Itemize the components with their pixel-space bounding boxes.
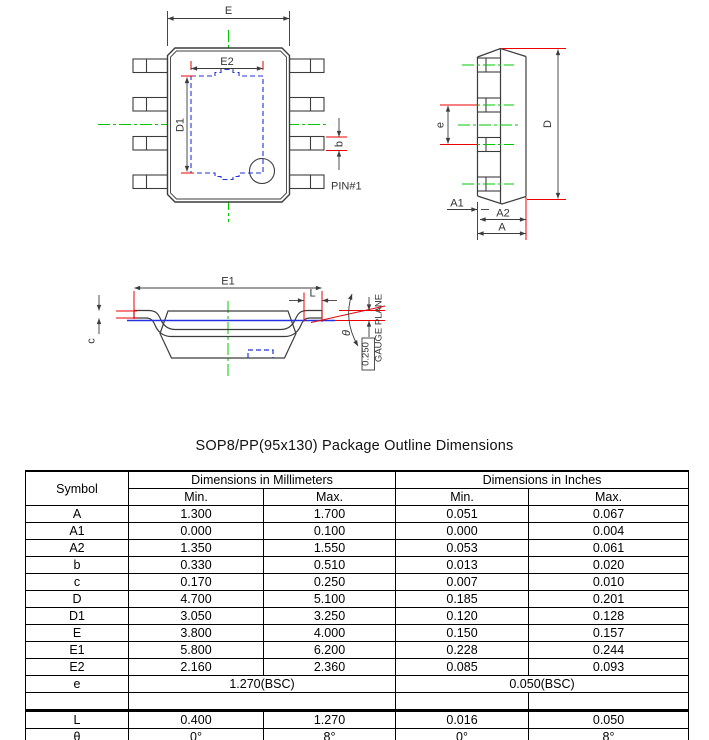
table-cell: 0.085: [396, 659, 529, 676]
col-header-symbol: Symbol: [26, 471, 129, 506]
dim-label-c: c: [85, 338, 98, 344]
table-cell: 0.000: [129, 523, 264, 540]
dim-label-E2: E2: [220, 56, 234, 68]
symbol-cell: e: [26, 676, 129, 693]
header-row-groups: [26, 471, 689, 489]
table-row: [26, 608, 689, 625]
table-cell: 0.051: [396, 506, 529, 523]
table-cell: 1.350: [129, 540, 264, 557]
table-cell: 0.061: [529, 540, 689, 557]
table-cell: 0.250: [264, 574, 396, 591]
symbol-cell: θ: [26, 729, 129, 740]
col-header-inch: Dimensions in Inches: [396, 471, 689, 489]
table-cell: 4.700: [129, 591, 264, 608]
dim-label-D1: D1: [174, 117, 187, 133]
table-cell: [129, 693, 396, 711]
table-cell: 1.270(BSC): [129, 676, 396, 693]
side-centerlines: [458, 65, 518, 184]
table-row: [26, 729, 689, 740]
table-cell: 2.160: [129, 659, 264, 676]
dim-c: [86, 295, 138, 344]
table-row: [26, 574, 689, 591]
table-cell: 0.128: [529, 608, 689, 625]
table-cell: 0°: [396, 729, 529, 740]
symbol-cell: A2: [26, 540, 129, 557]
symbol-cell: b: [26, 557, 129, 574]
gauge-plane-label: GAUGE PLANE: [373, 293, 385, 363]
top-view: [98, 5, 362, 222]
table-cell: 0.007: [396, 574, 529, 591]
dim-e: [435, 105, 478, 145]
pins-left: [133, 59, 168, 189]
table-cell: 0.120: [396, 608, 529, 625]
table-cell: 0.067: [529, 506, 689, 523]
table-cell: 0.093: [529, 659, 689, 676]
pins-right: [290, 59, 325, 189]
table-row: [26, 659, 689, 676]
symbol-cell: E1: [26, 642, 129, 659]
table-cell: 0°: [129, 729, 264, 740]
table-cell: 6.200: [264, 642, 396, 659]
col-header-mm-max: Max.: [264, 489, 396, 506]
col-header-in-max: Max.: [529, 489, 689, 506]
table-cell: 1.700: [264, 506, 396, 523]
table-cell: 0.004: [529, 523, 689, 540]
dim-b: [326, 118, 347, 170]
dim-label-E: E: [224, 5, 233, 17]
gauge-offset-label: 0.250: [360, 342, 372, 366]
table-cell: 0.201: [529, 591, 689, 608]
page-title: SOP8/PP(95x130) Package Outline Dimensions: [195, 438, 514, 454]
table-cell: 0.228: [396, 642, 529, 659]
dim-D: [502, 49, 566, 200]
table-cell: 3.250: [264, 608, 396, 625]
table-cell: 0.020: [529, 557, 689, 574]
table-cell: 1.300: [129, 506, 264, 523]
table-cell: 0.050(BSC): [396, 676, 689, 693]
table-row: [26, 676, 689, 693]
col-header-mm: Dimensions in Millimeters: [129, 471, 396, 489]
table-cell: 0.100: [264, 523, 396, 540]
table-cell: 0.330: [129, 557, 264, 574]
dimension-table: [25, 470, 689, 740]
table-cell: 5.100: [264, 591, 396, 608]
dim-label-b: b: [333, 140, 346, 148]
table-cell: 4.000: [264, 625, 396, 642]
table-cell: 0.050: [529, 711, 689, 729]
symbol-cell: c: [26, 574, 129, 591]
table-row: [26, 711, 689, 729]
table-cell: 0.400: [129, 711, 264, 729]
table-row: [26, 557, 689, 574]
table-cell: 0.000: [396, 523, 529, 540]
symbol-cell: [26, 693, 129, 711]
table-cell: 0.010: [529, 574, 689, 591]
table-cell: 2.360: [264, 659, 396, 676]
dim-label-E1: E1: [221, 275, 235, 288]
dim-label-A1: A1: [450, 197, 464, 210]
dim-label-L: L: [309, 287, 316, 300]
table-cell: 0.244: [529, 642, 689, 659]
table-cell: 3.050: [129, 608, 264, 625]
dim-label-A: A: [498, 221, 506, 234]
table-cell: 0.013: [396, 557, 529, 574]
dim-A-group: [447, 197, 526, 240]
table-cell: [396, 693, 529, 711]
table-cell: 1.270: [264, 711, 396, 729]
table-row: [26, 625, 689, 642]
symbol-cell: L: [26, 711, 129, 729]
front-pad-mark: [248, 350, 273, 358]
symbol-cell: D1: [26, 608, 129, 625]
table-row: [26, 693, 689, 711]
dim-label-A2: A2: [496, 207, 510, 220]
dim-label-theta: θ: [341, 330, 353, 336]
dim-label-D: D: [542, 120, 554, 128]
front-view: [86, 276, 386, 379]
side-view: [435, 49, 567, 241]
table-cell: 0.016: [396, 711, 529, 729]
table-cell: 0.185: [396, 591, 529, 608]
table-row: [26, 642, 689, 659]
pin1-label: PIN#1: [331, 180, 362, 193]
col-header-mm-min: Min.: [129, 489, 264, 506]
table-cell: 0.053: [396, 540, 529, 557]
table-cell: 0.150: [396, 625, 529, 642]
table-cell: 8°: [529, 729, 689, 740]
table-body: [26, 506, 689, 740]
table-cell: 3.800: [129, 625, 264, 642]
table-cell: 1.550: [264, 540, 396, 557]
col-header-in-min: Min.: [396, 489, 529, 506]
table-row: [26, 591, 689, 608]
table-cell: 0.157: [529, 625, 689, 642]
table-cell: 5.800: [129, 642, 264, 659]
dim-E1: [134, 276, 322, 323]
symbol-cell: D: [26, 591, 129, 608]
symbol-cell: E2: [26, 659, 129, 676]
symbol-cell: A1: [26, 523, 129, 540]
dim-label-e: e: [434, 121, 447, 129]
table-cell: [529, 693, 689, 711]
table-cell: 8°: [264, 729, 396, 740]
table-cell: 0.510: [264, 557, 396, 574]
table-row: [26, 540, 689, 557]
symbol-cell: E: [26, 625, 129, 642]
table-row: [26, 523, 689, 540]
table-row: [26, 506, 689, 523]
symbol-cell: A: [26, 506, 129, 523]
table-cell: 0.170: [129, 574, 264, 591]
